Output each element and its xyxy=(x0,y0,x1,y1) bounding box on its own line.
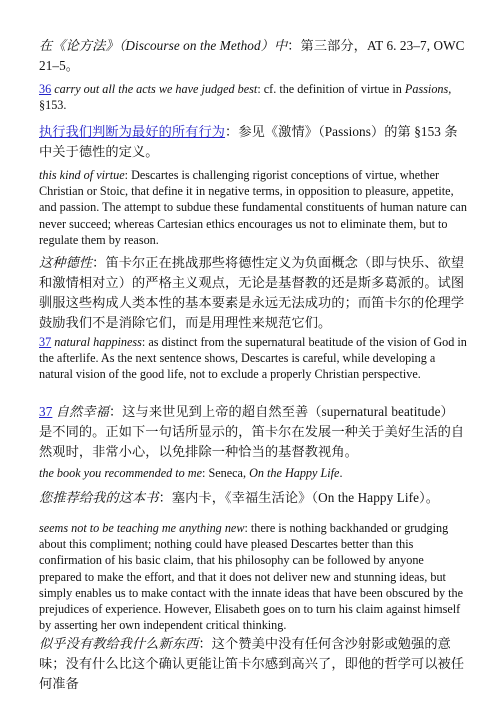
text-run: : as distinct from the supernatural beatitude of the vision of God in the afterlife. As the next sentence shows, Descartes is careful, while developing a natural vision of the good life, not to exclude a properly Christian perspective. xyxy=(39,335,467,382)
paragraph xyxy=(39,520,467,633)
note-link[interactable]: 37 xyxy=(39,335,52,349)
text-run: ：笛卡尔正在挑战那些将德性定义为负面概念（即与快乐、欲望和激情相对立）的严格主义观点，无论是基督教的还是斯多葛派的。试图驯服这些构成人类本性的基本要素是永远无法成功的；而笛卡尔的伦理学鼓励我们不是消除它们，而是用理性来规范它们。 xyxy=(39,255,465,330)
italic-term: 您推荐给我的这本书 xyxy=(39,490,159,505)
text-run: : Descartes is challenging rigorist conceptions of virtue, whether Christian or Stoic, that define it in negative terms, in opposition to pleasure, appetite, and passion. The attempt to subdue these fundamental constituents of human nature can never succeed; whereas Cartesian ethics encourages us not to eliminate them, but to regulate them by reason. xyxy=(39,168,467,247)
paragraph xyxy=(39,253,467,333)
italic-term: 似乎没有教给我什么新东西 xyxy=(39,636,199,651)
paragraph xyxy=(39,167,467,248)
paragraph xyxy=(39,36,467,76)
note-link[interactable]: 执行我们判断为最好的所有行为 xyxy=(39,124,226,139)
italic-term: the book you recommended to me xyxy=(39,466,203,480)
text-run: ：这个赞美中没有任何含沙射影或勉强的意味；没有什么比这个确认更能让笛卡尔感到高兴了，即他的哲学可以被任何准备 xyxy=(39,636,465,691)
italic-term: 在《论方法》（Discourse on the Method）中 xyxy=(39,38,288,53)
text-run: ：参见《激情》（Passions）的第 §153 条中关于德性的定义。 xyxy=(39,124,458,159)
paragraph xyxy=(39,465,467,481)
note-link[interactable]: 36 xyxy=(39,82,52,96)
paragraph xyxy=(39,122,467,162)
text-run: . xyxy=(339,466,343,480)
paragraph xyxy=(39,81,467,113)
text-run: , §153. xyxy=(39,82,452,113)
note-link[interactable]: 37 xyxy=(39,404,53,419)
text-run: : Seneca, xyxy=(202,466,250,480)
italic-term: natural happiness xyxy=(54,335,142,349)
paragraph xyxy=(39,634,467,694)
text-run: ：塞内卡，《幸福生活论》（On the Happy Life）。 xyxy=(158,490,440,505)
italic-term: seems not to be teaching me anything new xyxy=(39,521,245,535)
text-run: : cf. the definition of virtue in xyxy=(257,82,405,96)
italic-term: 自然幸福 xyxy=(55,404,109,419)
paragraph xyxy=(39,334,467,383)
paragraph xyxy=(39,488,467,508)
italic-term: carry out all the acts we have judged best xyxy=(54,82,258,96)
italic-term: On the Happy Life xyxy=(249,466,340,480)
paragraph xyxy=(39,402,467,462)
text-run: : there is nothing backhanded or grudging about this compliment; nothing could have pleased Descartes better than this confirmation of his basic claim, that his philosophy can be followed by anyone prepared to make the effort, and that it does not deliver new and stunning ideas, but simply enables us to make contact with the innate ideas that have been obscured by the prejudices of experience. However, Elisabeth goes on to turn his claim against himself by asserting her own independent critical thinking. xyxy=(39,521,464,633)
text-run: ：这与来世见到上帝的超自然至善（supernatural beatitude）是不同的。正如下一句话所显示的，笛卡尔在发展一种关于美好生活的自然观时，非常小心，以免排除一种恰当的基督教视角。 xyxy=(39,404,465,459)
text-run: ：第三部分，AT 6. 23–7, OWC 21–5。 xyxy=(39,38,465,73)
italic-term: 这种德性 xyxy=(39,255,93,270)
italic-term: this kind of virtue xyxy=(39,168,125,182)
italic-term: Passions xyxy=(404,82,449,96)
